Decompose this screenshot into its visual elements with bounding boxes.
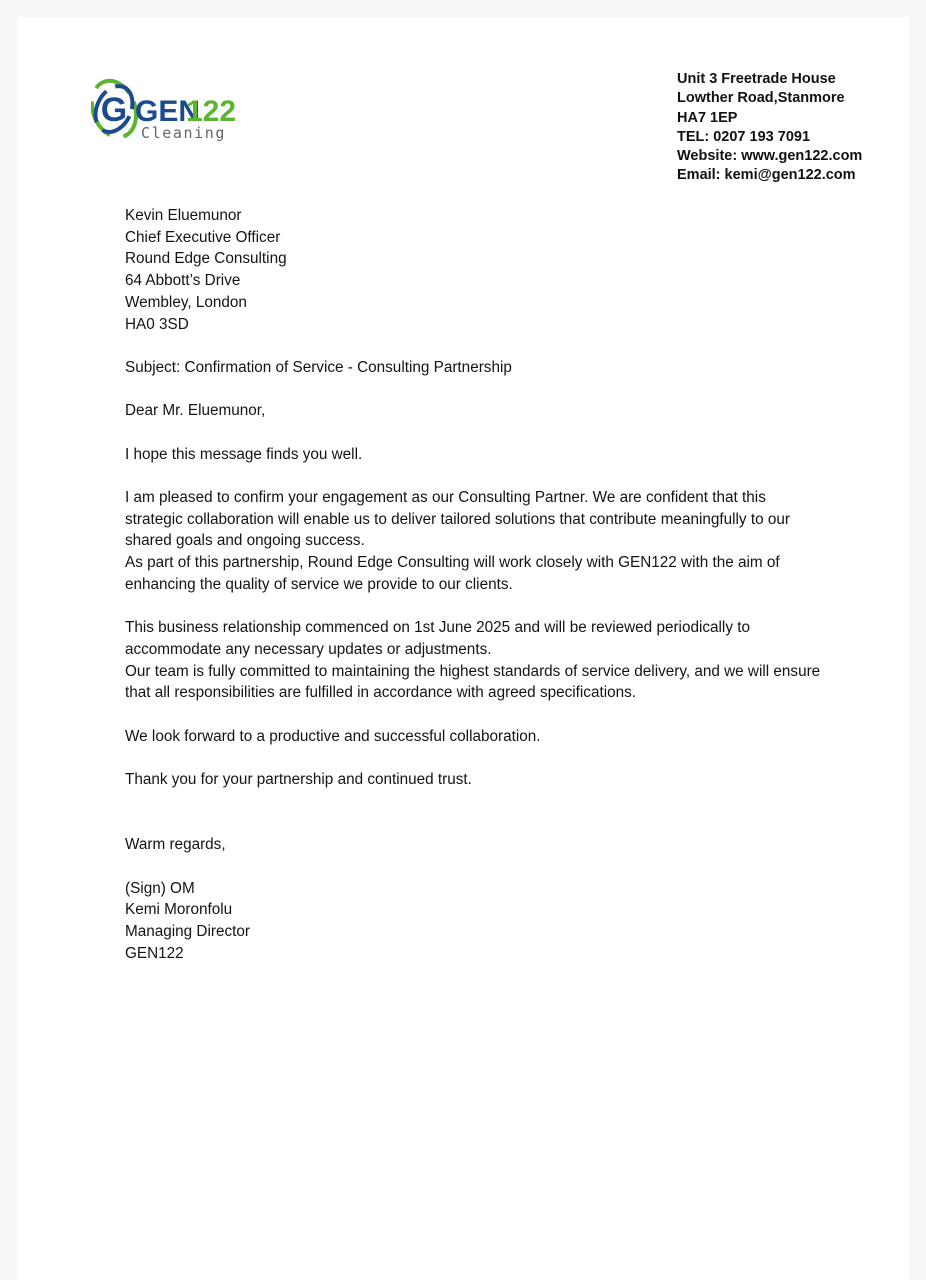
recipient-name: Kevin Eluemunor — [125, 207, 242, 224]
sender-postcode: HA7 1EP — [677, 109, 738, 126]
signatory-title: Managing Director — [125, 923, 250, 941]
sender-website: Website: www.gen122.com — [677, 148, 863, 165]
letter-salutation: Dear Mr. Eluemunor, — [125, 402, 266, 420]
signatory-name: Kemi Moronfolu — [125, 901, 233, 919]
sender-address-line: Lowther Road,Stanmore — [677, 90, 845, 107]
signature-block — [125, 878, 825, 965]
letter-paragraph: As part of this partnership, Round Edge Consulting will work closely with GEN122 with the aim of enhancing the quality of service we provide to our clients. — [125, 554, 780, 593]
signatory-company: GEN122 — [125, 944, 184, 962]
letter-page — [17, 17, 909, 1280]
recipient-postcode: HA0 3SD — [125, 315, 189, 333]
recipient-block — [125, 205, 825, 335]
sender-telephone: TEL: 0207 193 7091 — [677, 128, 811, 145]
letter-body — [125, 205, 825, 964]
company-logo — [91, 75, 241, 147]
recipient-street: 64 Abbott’s Drive — [125, 272, 241, 290]
logo-brand-number: 122 — [186, 95, 237, 128]
letter-closing: Warm regards, — [125, 836, 226, 854]
letter-paragraph: I am pleased to confirm your engagement as our Consulting Partner. We are confident that this strategic collaboration will enable us to deliver tailored solutions that contribute meaningfully to our shared goals and ongoing success. — [125, 489, 790, 550]
recipient-title: Chief Executive Officer — [125, 228, 281, 246]
letter-subject: Subject: Confirmation of Service - Consulting Partnership — [125, 358, 512, 376]
signature-mark: (Sign) OM — [125, 879, 195, 897]
letter-paragraph: Our team is fully committed to maintaining the highest standards of service delivery, and we will ensure that all responsibilities are fulfilled in accordance with agreed specifications. — [125, 662, 821, 702]
recipient-company: Round Edge Consulting — [125, 250, 287, 268]
recipient-city: Wembley, London — [125, 293, 247, 311]
sender-address-line: Unit 3 Freetrade House — [677, 71, 836, 87]
sender-email: Email: kemi@gen122.com — [677, 167, 856, 184]
logo-brand-main: GEN — [135, 95, 201, 128]
logo-g-letter: G — [100, 91, 128, 129]
letter-paragraph: We look forward to a productive and successful collaboration. — [125, 727, 541, 745]
letter-paragraph: This business relationship commenced on 1st June 2025 and will be reviewed periodically to accommodate any necessary updates or adjustments. — [125, 619, 750, 658]
letter-opening: I hope this message finds you well. — [125, 445, 363, 463]
letter-paragraph: Thank you for your partnership and continued trust. — [125, 771, 472, 789]
sender-address-block — [677, 70, 862, 186]
gen122-logo-icon — [91, 75, 241, 147]
logo-brand-sub: Cleaning — [141, 124, 227, 142]
